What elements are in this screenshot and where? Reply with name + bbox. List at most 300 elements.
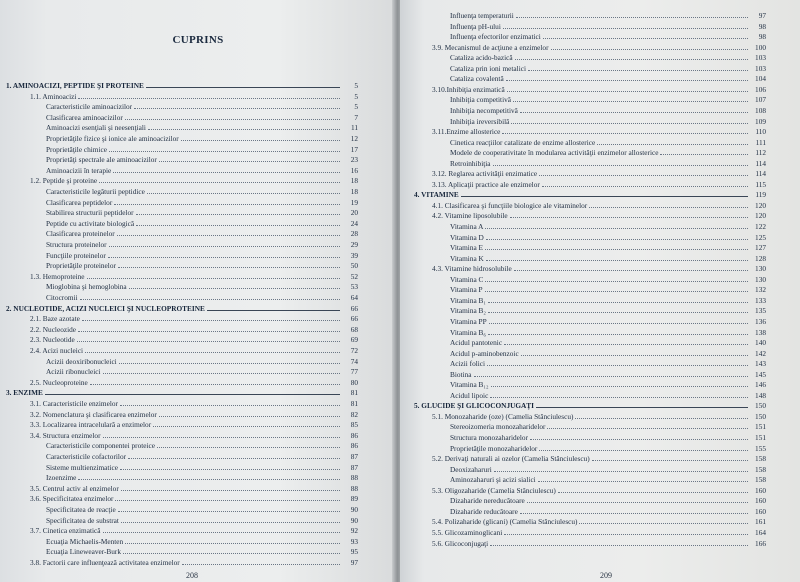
dot-leader (128, 457, 340, 459)
dot-leader (182, 563, 340, 565)
entry-page-number: 66 (350, 303, 358, 313)
dot-leader (511, 122, 748, 124)
entry-title: Vitamina PP (450, 316, 487, 326)
entry-title: Stereoizomeria monozaharidelor (450, 422, 546, 432)
section-entry (432, 84, 766, 95)
dot-leader (507, 90, 748, 92)
entry-page-number: 98 (758, 32, 766, 42)
dot-leader (597, 143, 748, 145)
entry-page-number: 103 (755, 53, 766, 63)
subsection-entry (46, 228, 358, 239)
dot-leader (488, 301, 748, 303)
entry-page-number: 18 (350, 187, 358, 196)
section-entry (432, 126, 766, 137)
section-entry (30, 493, 358, 504)
entry-title: Cataliza covalentă (450, 74, 504, 84)
entry-page-number: 143 (755, 359, 766, 369)
dot-leader (485, 248, 748, 250)
entry-title: 4.1. Clasificarea şi funcţiile biologice ale vitaminelor (432, 200, 588, 210)
subsection-entry (46, 515, 358, 526)
entry-page-number: 125 (755, 232, 766, 242)
subsection-entry (450, 337, 766, 348)
section-entry (30, 313, 358, 324)
entry-title: 3.9. Mecanismul de acţiune a enzimelor (432, 42, 549, 52)
entry-title: Caracteristicile cofactorilor (46, 452, 127, 461)
subsection-entry (450, 52, 766, 63)
dot-leader (520, 512, 748, 514)
dot-leader (136, 213, 340, 215)
entry-page-number: 160 (755, 496, 766, 506)
subsection-entry (450, 316, 766, 327)
entry-title: 3.4. Structura enzimelor (30, 430, 101, 440)
entry-title: Vitamina C (450, 274, 484, 284)
entry-title: 1.1. Aminoacizi (30, 91, 77, 101)
entry-title: 4.2. Vitamine liposolubile (432, 211, 508, 221)
chapter-entry (414, 189, 766, 200)
entry-page-number: 93 (350, 536, 358, 546)
subsection-entry (450, 284, 766, 295)
section-entry (432, 42, 766, 53)
entry-page-number: 122 (755, 222, 766, 231)
entry-page-number: 148 (755, 390, 766, 400)
entry-page-number: 90 (350, 515, 358, 525)
entry-title: 2.1. Baze azotate (30, 314, 80, 324)
section-entry (432, 263, 766, 274)
dot-leader (539, 449, 748, 451)
entry-title: 5.6. Glicoconjugaţi (432, 538, 489, 548)
subsection-entry (46, 144, 358, 155)
dot-leader (45, 393, 340, 395)
subsection-entry (450, 369, 766, 380)
dot-leader (521, 354, 748, 356)
entry-title: Acizii folici (450, 359, 486, 369)
entry-page-number: 103 (755, 63, 766, 73)
entry-title: Vitamina P (450, 285, 483, 295)
entry-page-number: 108 (755, 105, 766, 115)
dot-leader (660, 153, 748, 155)
entry-page-number: 114 (755, 158, 766, 168)
dot-leader (551, 48, 748, 50)
subsection-entry (450, 421, 766, 432)
entry-title: Ecuaţia Lineweaver-Burk (46, 547, 122, 557)
entry-page-number: 88 (350, 473, 358, 483)
dot-leader (114, 203, 340, 205)
entry-title: 5.4. Polizaharide (glicani) (Camelia Stănciulescu) (432, 517, 578, 527)
entry-title: Clasificarea peptidelor (46, 197, 113, 207)
subsection-entry (46, 197, 358, 208)
dot-leader (159, 160, 340, 162)
subsection-entry (46, 133, 358, 144)
entry-page-number: 39 (350, 250, 358, 260)
entry-page-number: 11 (350, 123, 358, 133)
dot-leader (109, 245, 340, 247)
dot-leader (153, 425, 340, 427)
dot-leader (118, 510, 340, 512)
subsection-entry (46, 239, 358, 250)
entry-title: 3.6. Specificitatea enzimelor (30, 494, 114, 504)
entry-title: Acidul p-aminobenzoic (450, 348, 519, 358)
entry-title: Aminoacizii în terapie (46, 165, 112, 175)
entry-title: Caracteristicile componentei proteice (46, 441, 155, 451)
entry-page-number: 89 (350, 494, 358, 504)
entry-page-number: 7 (354, 112, 358, 122)
dot-leader (490, 544, 748, 546)
entry-page-number: 18 (350, 176, 358, 186)
dot-leader (120, 404, 340, 406)
subsection-entry (46, 366, 358, 377)
section-entry (30, 334, 358, 345)
dot-leader (108, 256, 340, 258)
subsection-entry (46, 451, 358, 462)
entry-title: Inhibiţia ireversibilă (450, 116, 510, 126)
dot-leader (115, 499, 340, 501)
dot-leader (487, 364, 748, 366)
dot-leader (159, 415, 340, 417)
entry-page-number: 97 (758, 11, 766, 20)
entry-page-number: 88 (350, 483, 358, 493)
entry-title: 3.2. Nomenclatura şi clasificarea enzimelor (30, 409, 157, 419)
entry-title: Retroinhibiţia (450, 158, 491, 168)
entry-page-number: 92 (350, 526, 358, 536)
subsection-entry (450, 31, 766, 42)
dot-leader (134, 107, 340, 109)
entry-page-number: 151 (755, 422, 766, 432)
entry-page-number: 100 (755, 42, 766, 52)
dot-leader (207, 309, 340, 311)
dot-leader (579, 522, 748, 524)
chapter-entry (6, 303, 358, 314)
dot-leader (504, 343, 748, 345)
dot-leader (510, 216, 748, 218)
subsection-entry (450, 295, 766, 306)
subsection-entry (450, 147, 766, 158)
subsection-entry (450, 358, 766, 369)
dot-leader (78, 97, 340, 99)
subsection-entry (46, 112, 358, 123)
entry-page-number: 120 (755, 200, 766, 210)
entry-title: Vitamina B₁ (450, 295, 486, 305)
entry-title: 5. GLUCIDE ŞI GLICOCONJUGAŢI (414, 401, 535, 411)
dot-leader (103, 372, 340, 374)
entry-title: Izoenzime (46, 473, 77, 483)
dot-leader (181, 139, 340, 141)
dot-leader (129, 287, 340, 289)
dot-leader (474, 375, 749, 377)
entry-title: 3.1. Caracteristicile enzimelor (30, 399, 118, 408)
entry-page-number: 98 (758, 21, 766, 31)
subsection-entry (450, 327, 766, 338)
dot-leader (118, 266, 340, 268)
subsection-entry (46, 101, 358, 112)
entry-page-number: 12 (350, 134, 358, 143)
dot-leader (99, 181, 340, 183)
dot-leader (543, 37, 748, 39)
entry-title: Citocromii (46, 293, 78, 302)
dot-leader (589, 206, 748, 208)
subsection-entry (46, 165, 358, 176)
entry-page-number: 29 (350, 240, 358, 249)
dot-leader (558, 491, 748, 493)
entry-title: Vitamina B₂ (450, 306, 486, 316)
entry-title: Clasificarea aminoacizilor (46, 112, 123, 122)
section-entry (432, 210, 766, 221)
dot-leader (121, 521, 340, 523)
entry-page-number: 104 (755, 74, 766, 84)
entry-page-number: 146 (755, 380, 766, 390)
entry-title: Influenţa pH-ului (450, 21, 501, 31)
dot-leader (536, 406, 748, 408)
entry-page-number: 64 (350, 293, 358, 302)
section-entry (30, 345, 358, 356)
entry-title: 5.1. Monozaharide (oze) (Camelia Stănciulescu) (432, 411, 574, 421)
entry-page-number: 69 (350, 335, 358, 345)
entry-page-number: 107 (755, 95, 766, 105)
subsection-entry (450, 94, 766, 105)
entry-title: 5.5. Glicozaminoglicani (432, 527, 503, 537)
subsection-entry (450, 105, 766, 116)
subsection-entry (450, 348, 766, 359)
entry-title: Specificitatea de substrat (46, 515, 119, 525)
entry-page-number: 158 (755, 464, 766, 474)
entry-title: 2.4. Acizi nucleici (30, 346, 84, 355)
entry-title: Aminoacizi esenţiali şi neesenţiali (46, 123, 146, 133)
dot-leader (461, 195, 748, 197)
subsection-entry (450, 73, 766, 84)
dot-leader (136, 224, 340, 226)
dot-leader (146, 86, 340, 88)
subsection-entry (46, 356, 358, 367)
entry-page-number: 150 (755, 401, 766, 411)
section-entry (30, 377, 358, 388)
toc-title: CUPRINS (172, 34, 224, 46)
section-entry (30, 324, 358, 335)
subsection-entry (450, 232, 766, 243)
dot-leader (538, 480, 748, 482)
section-entry (30, 409, 358, 420)
section-entry (432, 168, 766, 179)
left-page (0, 0, 396, 582)
entry-page-number: 158 (755, 475, 766, 485)
dot-leader (504, 533, 748, 535)
section-entry (30, 91, 358, 102)
entry-page-number: 142 (755, 348, 766, 358)
entry-page-number: 151 (755, 433, 766, 442)
entry-title: Vitamina A (450, 222, 484, 231)
entry-page-number: 81 (350, 399, 358, 408)
dot-leader (148, 128, 340, 130)
entry-title: Sisteme multienzimatice (46, 462, 118, 472)
entry-page-number: 128 (755, 253, 766, 263)
subsection-entry (450, 305, 766, 316)
subsection-entry (450, 464, 766, 475)
entry-title: Dizaharide reducătoare (450, 506, 518, 516)
entry-page-number: 130 (755, 274, 766, 284)
entry-title: Structura monozaharidelor (450, 433, 529, 442)
entry-page-number: 109 (755, 116, 766, 126)
subsection-entry (450, 495, 766, 506)
dot-leader (491, 385, 749, 387)
entry-page-number: 20 (350, 208, 358, 218)
subsection-entry (46, 440, 358, 451)
dot-leader (125, 118, 340, 120)
entry-title: Proprietăţile fizice şi ionice ale aminoacizilor (46, 134, 179, 143)
entry-page-number: 135 (755, 306, 766, 316)
entry-page-number: 50 (350, 261, 358, 271)
entry-title: Peptide cu activitate biologică (46, 218, 135, 228)
entry-title: Structura proteinelor (46, 240, 107, 249)
subsection-entry (46, 260, 358, 271)
section-entry (432, 453, 766, 464)
dot-leader (119, 362, 340, 364)
section-entry (30, 557, 358, 568)
entry-title: Vitamina D (450, 232, 484, 242)
entry-page-number: 16 (350, 165, 358, 175)
subsection-entry (450, 474, 766, 485)
subsection-entry (450, 10, 766, 21)
entry-title: 2.2. Nucleozide (30, 324, 76, 334)
entry-title: Cataliza acido-bazică (450, 53, 513, 63)
dot-leader (592, 459, 748, 461)
entry-title: Acidul lipoic (450, 390, 489, 400)
entry-title: 5.3. Oligozaharide (Camelia Stănciulescu) (432, 485, 556, 495)
dot-leader (123, 552, 340, 554)
section-entry (30, 525, 358, 536)
entry-title: Cinetica reacţiilor catalizate de enzime allosterice (450, 137, 596, 147)
entry-page-number: 82 (350, 409, 358, 419)
entry-page-number: 77 (350, 367, 358, 377)
entry-page-number: 111 (755, 137, 766, 147)
dot-leader (502, 132, 748, 134)
dot-leader (575, 417, 748, 419)
right-page (400, 0, 800, 582)
entry-page-number: 106 (755, 84, 766, 94)
entry-page-number: 87 (350, 462, 358, 472)
subsection-entry (46, 281, 358, 292)
subsection-entry (46, 504, 358, 515)
section-entry (30, 175, 358, 186)
section-entry (30, 271, 358, 282)
dot-leader (485, 280, 748, 282)
entry-page-number: 81 (350, 388, 358, 398)
subsection-entry (46, 292, 358, 303)
subsection-entry (450, 21, 766, 32)
entry-title: Vitamina B₁₂ (450, 380, 489, 390)
section-entry (30, 483, 358, 494)
entry-title: Modele de cooperativitate în modularea activităţii enzimelor allosterice (450, 148, 659, 158)
dot-leader (85, 351, 340, 353)
entry-page-number: 160 (755, 506, 766, 516)
subsection-entry (450, 274, 766, 285)
section-entry (432, 200, 766, 211)
entry-title: 2.5. Nucleoproteine (30, 377, 88, 387)
entry-page-number: 136 (755, 316, 766, 326)
entry-title: 4.3. Vitamine hidrosolubile (432, 264, 512, 274)
subsection-entry (46, 186, 358, 197)
subsection-entry (46, 536, 358, 547)
entry-page-number: 145 (755, 369, 766, 379)
dot-leader (513, 100, 748, 102)
entry-page-number: 53 (350, 282, 358, 292)
entry-title: Influenţa efectorilor enzimatici (450, 32, 541, 42)
entry-title: 3.13. Aplicaţii practice ale enzimelor (432, 179, 540, 189)
dot-leader (503, 27, 748, 29)
dot-leader (82, 319, 340, 321)
entry-title: Ecuaţia Michaelis-Menten (46, 536, 124, 546)
dot-leader (485, 227, 748, 229)
entry-page-number: 19 (350, 197, 358, 207)
entry-page-number: 110 (755, 127, 766, 137)
entry-title: Vitamina E (450, 243, 483, 253)
dot-leader (539, 174, 748, 176)
entry-page-number: 133 (755, 295, 766, 305)
entry-title: 3.3. Localizarea intracelulară a enzimelor (30, 420, 152, 430)
entry-page-number: 150 (755, 411, 766, 421)
entry-page-number: 127 (755, 243, 766, 253)
dot-leader (109, 150, 340, 152)
entry-page-number: 130 (755, 264, 766, 274)
subsection-entry (450, 443, 766, 454)
entry-title: 2. NUCLEOTIDE, ACIZI NUCLEICI ŞI NUCLEOPROTEINE (6, 303, 205, 313)
dot-leader (514, 269, 748, 271)
subsection-entry (450, 63, 766, 74)
entry-title: Aminozaharuri şi acizi sialici (450, 475, 536, 485)
dot-leader (485, 290, 748, 292)
dot-leader (103, 531, 340, 533)
entry-title: 2.3. Nucleotide (30, 335, 75, 345)
entry-page-number: 87 (350, 452, 358, 461)
entry-title: Vitamina B₆ (450, 327, 486, 337)
entry-page-number: 95 (350, 547, 358, 557)
entry-page-number: 166 (755, 538, 766, 548)
entry-title: Specificitatea de reacţie (46, 505, 116, 514)
entry-page-number: 140 (755, 338, 766, 348)
entry-page-number: 5 (354, 81, 358, 90)
entry-title: Proprietăţi spectrale ale aminoacizilor (46, 155, 157, 165)
dot-leader (494, 470, 748, 472)
dot-leader (80, 298, 340, 300)
entry-page-number: 68 (350, 324, 358, 334)
section-entry (432, 516, 766, 527)
entry-title: Funcţiile proteinelor (46, 250, 106, 260)
entry-page-number: 132 (755, 285, 766, 295)
subsection-entry (46, 472, 358, 483)
entry-title: Proprietăţile proteinelor (46, 261, 116, 271)
entry-title: 3. ENZIME (6, 388, 43, 398)
dot-leader (528, 69, 748, 71)
entry-page-number: 112 (755, 148, 766, 158)
entry-page-number: 5 (354, 102, 358, 112)
chapter-entry (414, 400, 766, 411)
dot-leader (486, 259, 748, 261)
dot-leader (530, 438, 748, 440)
subsection-entry (450, 506, 766, 517)
subsection-entry (46, 250, 358, 261)
entry-page-number: 138 (755, 327, 766, 337)
entry-title: Caracteristicile aminoacizilor (46, 102, 133, 112)
subsection-entry (450, 137, 766, 148)
entry-title: 3.7. Cinetica enzimatică (30, 526, 101, 536)
entry-page-number: 80 (350, 377, 358, 387)
entry-title: Vitamina K (450, 253, 484, 263)
section-entry (432, 179, 766, 190)
subsection-entry (450, 390, 766, 401)
entry-title: Mioglobina şi hemoglobina (46, 282, 127, 292)
entry-title: 1. AMINOACIZI, PEPTIDE ŞI PROTEINE (6, 81, 144, 90)
dot-leader (493, 164, 748, 166)
dot-leader (489, 322, 748, 324)
entry-title: Cataliza prin ioni metalici (450, 63, 526, 73)
dot-leader (78, 478, 340, 480)
